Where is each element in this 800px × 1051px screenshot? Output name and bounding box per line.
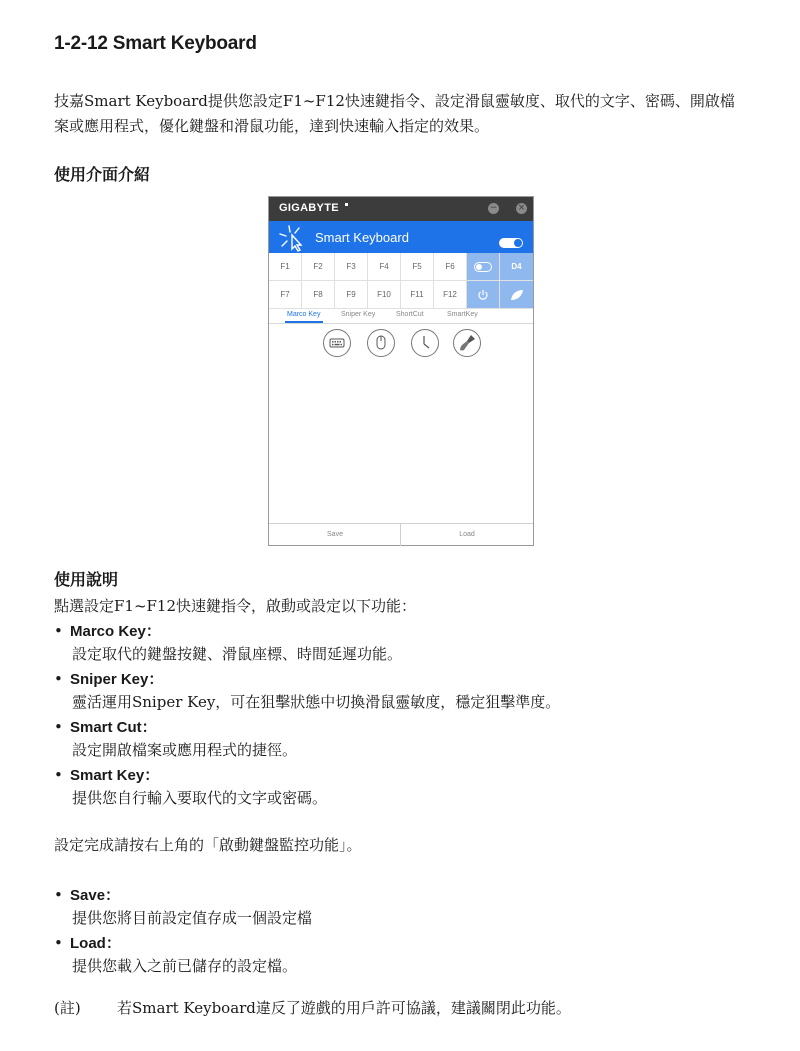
leaf-icon	[510, 289, 524, 301]
button-item	[54, 884, 120, 905]
bullet-dot: •	[54, 766, 63, 784]
button-term: Load：	[70, 935, 121, 952]
window-footer	[269, 523, 533, 546]
key-leaf[interactable]	[500, 281, 533, 309]
key-f5[interactable]: F5	[401, 253, 434, 281]
brush-icon[interactable]	[453, 329, 481, 357]
tab-marco-key[interactable]: Marco Key	[287, 311, 321, 318]
load-button[interactable]: Load	[459, 531, 475, 538]
button-term: Save：	[70, 887, 121, 904]
tab-sniper-key[interactable]: Sniper Key	[341, 311, 376, 318]
mouse-icon-glyph	[368, 330, 394, 356]
key-f7[interactable]: F7	[269, 281, 302, 309]
tab-bar	[269, 309, 533, 324]
key-f2[interactable]: F2	[302, 253, 335, 281]
key-f12[interactable]: F12	[434, 281, 467, 309]
key-f3[interactable]: F3	[335, 253, 368, 281]
intro-line-2: 案或應用程式，優化鍵盤和滑鼠功能，達到快速輸入指定的效果。	[54, 117, 490, 135]
keyboard-icon[interactable]	[323, 329, 351, 357]
bullet-dot: •	[54, 670, 63, 688]
key-f6[interactable]: F6	[434, 253, 467, 281]
power-icon	[477, 289, 489, 301]
keyboard-icon-glyph	[324, 330, 350, 356]
key-power[interactable]	[467, 281, 500, 309]
button-desc: 提供您載入之前已儲存的設定檔。	[72, 957, 298, 975]
note-label: (註)	[54, 999, 81, 1017]
keyboard-monitor-toggle[interactable]	[499, 238, 523, 248]
bullet-dot: •	[54, 718, 63, 736]
toggle-knob	[514, 239, 522, 247]
brand-mark	[345, 203, 348, 206]
switch-icon	[474, 262, 492, 272]
feature-desc: 設定取代的鍵盤按鍵、滑鼠座標、時間延遲功能。	[72, 645, 403, 663]
button-item	[54, 932, 121, 953]
function-key-grid	[269, 253, 533, 309]
feature-term: Smart Key：	[70, 767, 160, 784]
feature-desc: 設定開啟檔案或應用程式的捷徑。	[72, 741, 298, 759]
ui-heading: 使用介面介紹	[54, 165, 151, 184]
brush-icon-glyph	[454, 330, 480, 356]
app-header	[269, 221, 533, 253]
key-f8[interactable]: F8	[302, 281, 335, 309]
key-d4[interactable]: D4	[500, 253, 533, 281]
feature-term: Marco Key：	[70, 623, 161, 640]
feature-term: Smart Cut：	[70, 719, 157, 736]
clock-icon-glyph	[412, 330, 438, 356]
cursor-click-icon	[277, 224, 311, 252]
usage-intro: 點選設定F1~F12快速鍵指令，啟動或設定以下功能：	[54, 597, 417, 615]
title-bar	[269, 197, 533, 221]
feature-item	[54, 668, 163, 689]
intro-paragraph	[54, 89, 754, 139]
note-text: 若Smart Keyboard違反了遊戲的用戶許可協議，建議關閉此功能。	[117, 999, 571, 1017]
key-f9[interactable]: F9	[335, 281, 368, 309]
clock-icon[interactable]	[411, 329, 439, 357]
feature-item	[54, 764, 159, 785]
app-title: Smart Keyboard	[315, 230, 409, 245]
mouse-icon[interactable]	[367, 329, 395, 357]
finish-note: 設定完成請按右上角的「啟動鍵盤監控功能」。	[54, 836, 362, 854]
key-f10[interactable]: F10	[368, 281, 401, 309]
intro-line-1: 技嘉Smart Keyboard提供您設定F1~F12快速鍵指令、設定滑鼠靈敏度、取代的文字、密碼、開啟檔	[54, 92, 735, 110]
smart-keyboard-window	[268, 196, 534, 546]
save-button[interactable]: Save	[327, 531, 343, 538]
active-tab-indicator	[285, 321, 323, 323]
tab-smartkey[interactable]: SmartKey	[447, 311, 478, 318]
bullet-dot: •	[54, 622, 63, 640]
key-toggle-mode[interactable]	[467, 253, 500, 281]
feature-desc: 靈活運用Sniper Key，可在狙擊狀態中切換滑鼠靈敏度，穩定狙擊準度。	[72, 693, 561, 711]
bullet-dot: •	[54, 934, 63, 952]
minimize-button[interactable]: −	[489, 203, 498, 213]
key-f1[interactable]: F1	[269, 253, 302, 281]
tab-shortcut[interactable]: ShortCut	[396, 311, 424, 318]
key-f4[interactable]: F4	[368, 253, 401, 281]
button-desc: 提供您將目前設定值存成一個設定檔	[72, 909, 313, 927]
feature-item	[54, 620, 161, 641]
close-button[interactable]: ×	[517, 203, 526, 213]
brand-logo: GIGABYTE	[279, 202, 339, 214]
bullet-dot: •	[54, 886, 63, 904]
feature-item	[54, 716, 157, 737]
feature-term: Sniper Key：	[70, 671, 164, 688]
key-f11[interactable]: F11	[401, 281, 434, 309]
usage-heading: 使用說明	[54, 570, 119, 589]
feature-desc: 提供您自行輸入要取代的文字或密碼。	[72, 789, 328, 807]
section-title: 1-2-12 Smart Keyboard	[54, 33, 257, 54]
